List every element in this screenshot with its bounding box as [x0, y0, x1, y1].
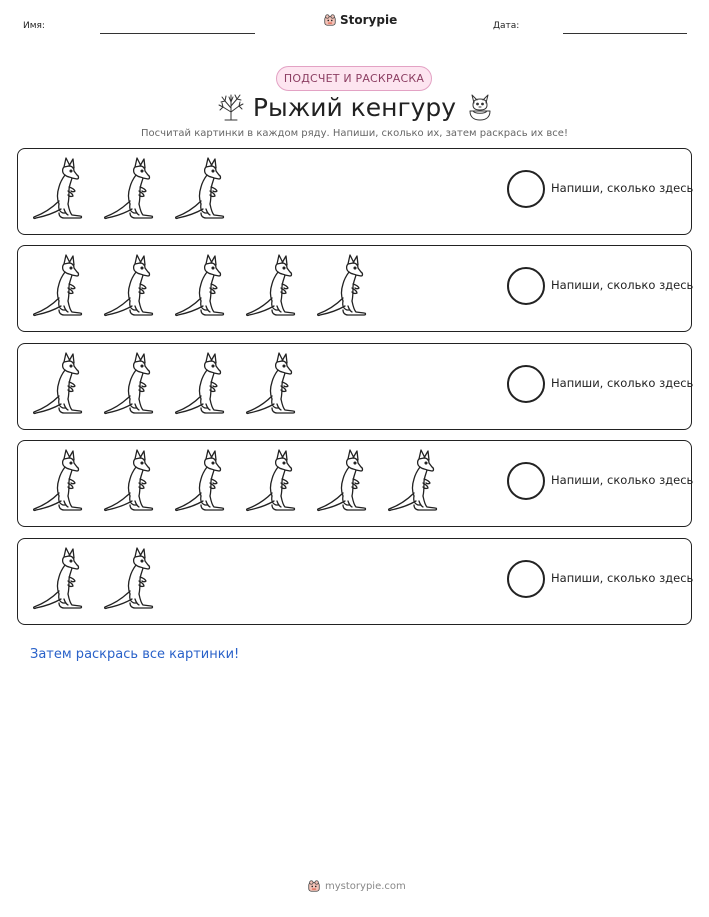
storypie-logo-icon: [323, 13, 337, 27]
kangaroo-icon[interactable]: [28, 157, 84, 221]
answer-circle[interactable]: [507, 462, 545, 500]
footer-site: mystorypie.com: [325, 880, 406, 892]
name-label: Имя:: [23, 21, 45, 31]
date-label: Дата:: [493, 21, 520, 31]
kangaroo-icon[interactable]: [28, 352, 84, 416]
answer-circle[interactable]: [507, 560, 545, 598]
kangaroo-icon[interactable]: [170, 352, 226, 416]
storypie-logo-icon: [307, 879, 321, 893]
answer-prompt: Напиши, сколько здесь: [551, 181, 694, 195]
kangaroo-icon[interactable]: [99, 254, 155, 318]
worksheet-header: [0, 0, 709, 50]
brand-name: Storypie: [340, 13, 398, 27]
answer-circle[interactable]: [507, 267, 545, 305]
coloring-note: Затем раскрась все картинки!: [30, 647, 240, 662]
brand-logo: [323, 13, 397, 27]
kangaroo-icon[interactable]: [99, 352, 155, 416]
kangaroo-icon[interactable]: [312, 254, 368, 318]
count-row: [17, 538, 692, 625]
kangaroo-icon[interactable]: [28, 547, 84, 611]
kangaroo-icon[interactable]: [99, 449, 155, 513]
name-field[interactable]: [100, 33, 255, 34]
answer-prompt: Напиши, сколько здесь: [551, 278, 694, 292]
answer-prompt: Напиши, сколько здесь: [551, 376, 694, 390]
date-field[interactable]: [563, 33, 687, 34]
footer: [307, 879, 406, 893]
kangaroo-icon[interactable]: [28, 254, 84, 318]
title-row: [0, 91, 709, 127]
instructions: Посчитай картинки в каждом ряду. Напиши, сколько их, затем раскрась их все!: [141, 128, 568, 139]
count-row: [17, 343, 692, 430]
kangaroo-icon[interactable]: [170, 254, 226, 318]
kangaroo-icon[interactable]: [241, 254, 297, 318]
kangaroo-icon[interactable]: [170, 157, 226, 221]
kangaroo-icon[interactable]: [383, 449, 439, 513]
kangaroo-icon[interactable]: [241, 449, 297, 513]
answer-prompt: Напиши, сколько здесь: [551, 473, 694, 487]
answer-circle[interactable]: [507, 170, 545, 208]
kangaroo-icon[interactable]: [170, 449, 226, 513]
page-title: Рыжий кенгуру: [252, 93, 457, 122]
kangaroo-icon[interactable]: [99, 157, 155, 221]
count-row: [17, 440, 692, 527]
answer-circle[interactable]: [507, 365, 545, 403]
kangaroo-icon[interactable]: [99, 547, 155, 611]
count-row: [17, 245, 692, 332]
kangaroo-icon[interactable]: [312, 449, 368, 513]
category-badge: ПОДСЧЕТ И РАСКРАСКА: [276, 66, 432, 91]
kangaroo-icon[interactable]: [28, 449, 84, 513]
kangaroo-face-icon: [465, 92, 495, 122]
answer-prompt: Напиши, сколько здесь: [551, 571, 694, 585]
kangaroo-icon[interactable]: [241, 352, 297, 416]
count-row: [17, 148, 692, 235]
